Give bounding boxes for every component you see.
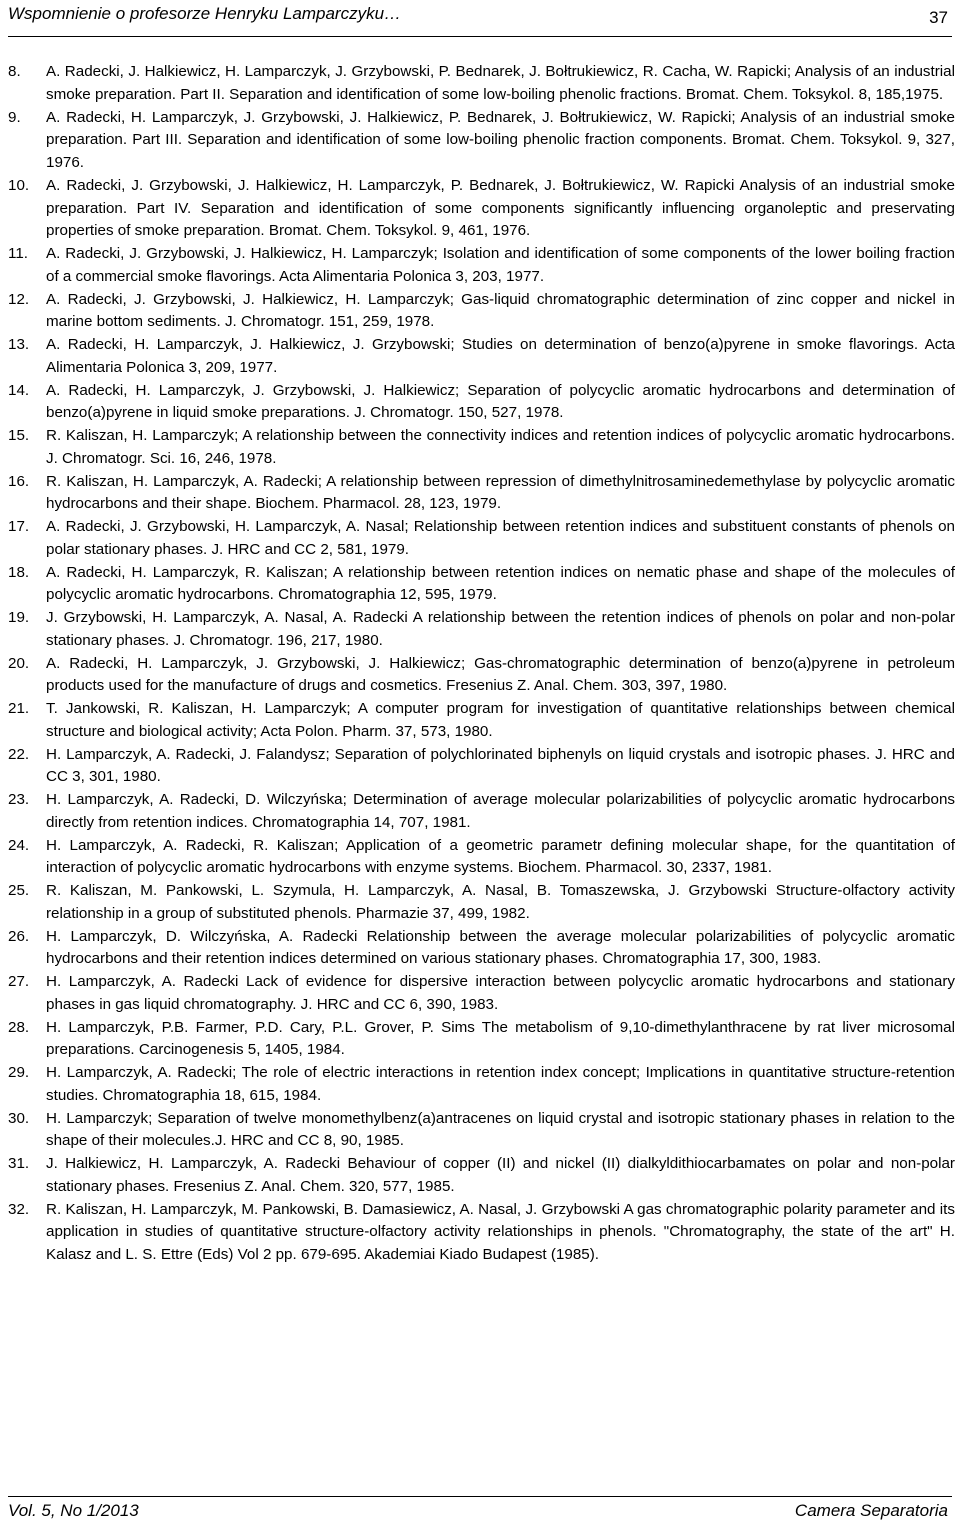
reference-item	[8, 835, 955, 881]
reference-number: 9.	[8, 108, 21, 126]
reference-item	[8, 471, 955, 517]
reference-number: 28.	[8, 1018, 30, 1036]
reference-item	[8, 607, 955, 653]
reference-text: A. Radecki, H. Lamparczyk, J. Grzybowski, J. Halkiewicz, P. Bednarek, J. Bołtrukiewicz, W. Rapicki; Analysis of an industrial smoke preparation. Part III. Separation and identification of some low-boiling phenolic fraction components. Bromat. Chem. Toksykol. 9, 327, 1976.	[46, 108, 955, 171]
reference-number: 26.	[8, 927, 30, 945]
reference-text: H. Lamparczyk, P.B. Farmer, P.D. Cary, P.L. Grover, P. Sims The metabolism of 9,10-dimethylanthracene by rat liver microsomal preparations. Carcinogenesis 5, 1405, 1984.	[46, 1018, 955, 1059]
reference-item	[8, 926, 955, 972]
reference-text: H. Lamparczyk, A. Radecki; The role of electric interactions in retention index concept; Implications in quantitative structure-retention studies. Chromatographia 18, 615, 1984.	[46, 1064, 955, 1104]
reference-item	[8, 653, 955, 699]
page-number: 37	[929, 8, 948, 27]
reference-number: 25.	[8, 882, 30, 899]
reference-item	[8, 1017, 955, 1063]
reference-number: 32.	[8, 1200, 30, 1218]
reference-text: A. Radecki, J. Halkiewicz, H. Lamparczyk, J. Grzybowski, P. Bednarek, J. Bołtrukiewicz, R. Cacha, W. Rapicki; Analysis of an industrial smoke preparation. Part II. Separation and identification of some low-boiling phenolic fractions. Bromat. Chem. Toksykol. 8, 185,1975.	[46, 63, 955, 103]
reference-number: 21.	[8, 700, 30, 717]
reference-number: 30.	[8, 1109, 30, 1127]
reference-number: 10.	[8, 176, 30, 194]
journal-volume: Vol. 5, No 1/2013	[8, 1501, 139, 1520]
journal-name: Camera Separatoria	[794, 1501, 948, 1520]
reference-text: H. Lamparczyk, A. Radecki Lack of evidence for dispersive interaction between polycyclic aromatic hydrocarbons and stationary phases in gas liquid chromatography. J. HRC and CC 6, 390, 1983.	[46, 973, 955, 1013]
reference-item	[8, 334, 955, 380]
reference-text: R. Kaliszan, H. Lamparczyk, M. Pankowski, B. Damasiewicz, A. Nasal, J. Grzybowski A gas chromatographic polarity parameter and its application in studies of quantitative structure-olfactory activity relationships in phenols. "Chromatography, the state of the art" H. Kalasz and L. S. Ettre (Eds) Vol 2 pp. 679-695. Akademiai Kiado Budapest (1985).	[46, 1200, 955, 1263]
reference-number: 13.	[8, 336, 30, 353]
reference-number: 27.	[8, 973, 30, 990]
reference-item	[8, 880, 955, 926]
reference-text: A. Radecki, J. Grzybowski, J. Halkiewicz, H. Lamparczyk, P. Bednarek, J. Bołtrukiewicz, W. Rapicki Analysis of an industrial smoke preparation. Part IV. Separation and identification of some components significantly influencing organoleptic and preservating properties of smoke preparation. Bromat. Chem. Toksykol. 9, 461, 1976.	[46, 176, 955, 240]
reference-item	[8, 289, 955, 335]
reference-item	[8, 789, 955, 835]
reference-text: A. Radecki, J. Grzybowski, H. Lamparczyk, A. Nasal; Relationship between retention indices and substituent constants of phenols on polar stationary phases. J. HRC and CC 2, 581, 1979.	[46, 518, 955, 558]
reference-number: 31.	[8, 1155, 30, 1172]
reference-text: H. Lamparczyk, D. Wilczyńska, A. Radecki Relationship between the average molecular polarizabilities of polycyclic aromatic hydrocarbons and their retention indices determined on various stationary phases. Chromatographia 17, 300, 1983.	[46, 927, 955, 968]
reference-number: 23.	[8, 791, 30, 808]
reference-text: H. Lamparczyk, A. Radecki, J. Falandysz; Separation of polychlorinated biphenyls on liquid crystals and isotropic phases. J. HRC and CC 3, 301, 1980.	[46, 745, 955, 786]
reference-text: H. Lamparczyk, A. Radecki, R. Kaliszan; Application of a geometric parametr defining molecular shape, for the quantitation of interaction of polycyclic aromatic hydrocarbons with enzyme systems. Biochem. Pharmacol. 30, 2337, 1981.	[46, 836, 955, 877]
reference-item	[8, 1108, 955, 1154]
reference-item	[8, 243, 955, 289]
reference-text: A. Radecki, H. Lamparczyk, J. Grzybowski, J. Halkiewicz; Separation of polycyclic aromatic hydrocarbons and determination of benzo(a)pyrene in liquid smoke preparations. J. Chromatogr. 150, 527, 1978.	[46, 381, 955, 422]
reference-number: 11.	[8, 245, 28, 262]
reference-item	[8, 380, 955, 426]
reference-number: 20.	[8, 654, 30, 672]
reference-item	[8, 1199, 955, 1267]
reference-item	[8, 1062, 955, 1108]
reference-item	[8, 971, 955, 1017]
reference-text: R. Kaliszan, H. Lamparczyk; A relationship between the connectivity indices and retention indices of polycyclic aromatic hydrocarbons. J. Chromatogr. Sci. 16, 246, 1978.	[46, 427, 955, 467]
page-footer	[8, 1496, 952, 1526]
reference-text: A. Radecki, J. Grzybowski, J. Halkiewicz, H. Lamparczyk; Gas-liquid chromatographic determination of zinc copper and nickel in marine bottom sediments. J. Chromatogr. 151, 259, 1978.	[46, 290, 955, 331]
reference-item	[8, 744, 955, 790]
reference-number: 15.	[8, 427, 30, 444]
reference-number: 22.	[8, 745, 30, 763]
reference-item	[8, 61, 955, 107]
page-header	[8, 0, 952, 37]
reference-text: A. Radecki, J. Grzybowski, J. Halkiewicz, H. Lamparczyk; Isolation and identification of some components of the lower boiling fraction of a commercial smoke flavorings. Acta Alimentaria Polonica 3, 203, 1977.	[46, 245, 955, 285]
reference-number: 16.	[8, 472, 30, 490]
reference-number: 14.	[8, 381, 30, 399]
reference-item	[8, 516, 955, 562]
reference-number: 18.	[8, 563, 30, 581]
reference-text: R. Kaliszan, H. Lamparczyk, A. Radecki; A relationship between repression of dimethylnitrosaminedemethylase by polycyclic aromatic hydrocarbons and their shape. Biochem. Pharmacol. 28, 123, 1979.	[46, 472, 955, 513]
running-title: Wspomnienie o profesorze Henryku Lamparczyku…	[8, 4, 402, 23]
reference-item	[8, 107, 955, 175]
reference-number: 12.	[8, 290, 30, 308]
reference-text: H. Lamparczyk; Separation of twelve monomethylbenz(a)antracenes on liquid crystal and isotropic stationary phases in relation to the shape of their molecules.J. HRC and CC 8, 90, 1985.	[46, 1109, 955, 1150]
reference-number: 24.	[8, 836, 30, 854]
reference-text: T. Jankowski, R. Kaliszan, H. Lamparczyk; A computer program for investigation of quantitative relationships between chemical structure and biological activity; Acta Polon. Pharm. 37, 573, 1980.	[46, 700, 955, 740]
reference-number: 8.	[8, 63, 21, 80]
reference-text: H. Lamparczyk, A. Radecki, D. Wilczyńska; Determination of average molecular polarizabilities of polycyclic aromatic hydrocarbons directly from retention indices. Chromatographia 14, 707, 1981.	[46, 791, 955, 831]
reference-number: 29.	[8, 1064, 30, 1081]
reference-text: J. Grzybowski, H. Lamparczyk, A. Nasal, A. Radecki A relationship between the retention indices of phenols on polar and non-polar stationary phases. J. Chromatogr. 196, 217, 1980.	[46, 609, 955, 649]
reference-item	[8, 175, 955, 243]
reference-item	[8, 425, 955, 471]
reference-item	[8, 562, 955, 608]
reference-number: 19.	[8, 609, 30, 626]
reference-item	[8, 698, 955, 744]
reference-number: 17.	[8, 518, 30, 535]
reference-list	[8, 61, 955, 1267]
reference-text: A. Radecki, H. Lamparczyk, J. Grzybowski, J. Halkiewicz; Gas-chromatographic determination of benzo(a)pyrene in petroleum products used for the manufacture of drugs and cosmetics. Fresenius Z. Anal. Chem. 303, 397, 1980.	[46, 654, 955, 695]
reference-text: R. Kaliszan, M. Pankowski, L. Szymula, H. Lamparczyk, A. Nasal, B. Tomaszewska, J. Grzybowski Structure-olfactory activity relationship in a group of substituted phenols. Pharmazie 37, 499, 1982.	[46, 882, 955, 922]
reference-text: A. Radecki, H. Lamparczyk, J. Halkiewicz, J. Grzybowski; Studies on determination of benzo(a)pyrene in smoke flavorings. Acta Alimentaria Polonica 3, 209, 1977.	[46, 336, 955, 376]
reference-item	[8, 1153, 955, 1199]
reference-text: J. Halkiewicz, H. Lamparczyk, A. Radecki Behaviour of copper (II) and nickel (II) dialkyldithiocarbamates on polar and non-polar stationary phases. Fresenius Z. Anal. Chem. 320, 577, 1985.	[46, 1155, 955, 1195]
reference-text: A. Radecki, H. Lamparczyk, R. Kaliszan; A relationship between retention indices on nematic phase and shape of the molecules of polycyclic aromatic hydrocarbons. Chromatographia 12, 595, 1979.	[46, 563, 955, 604]
